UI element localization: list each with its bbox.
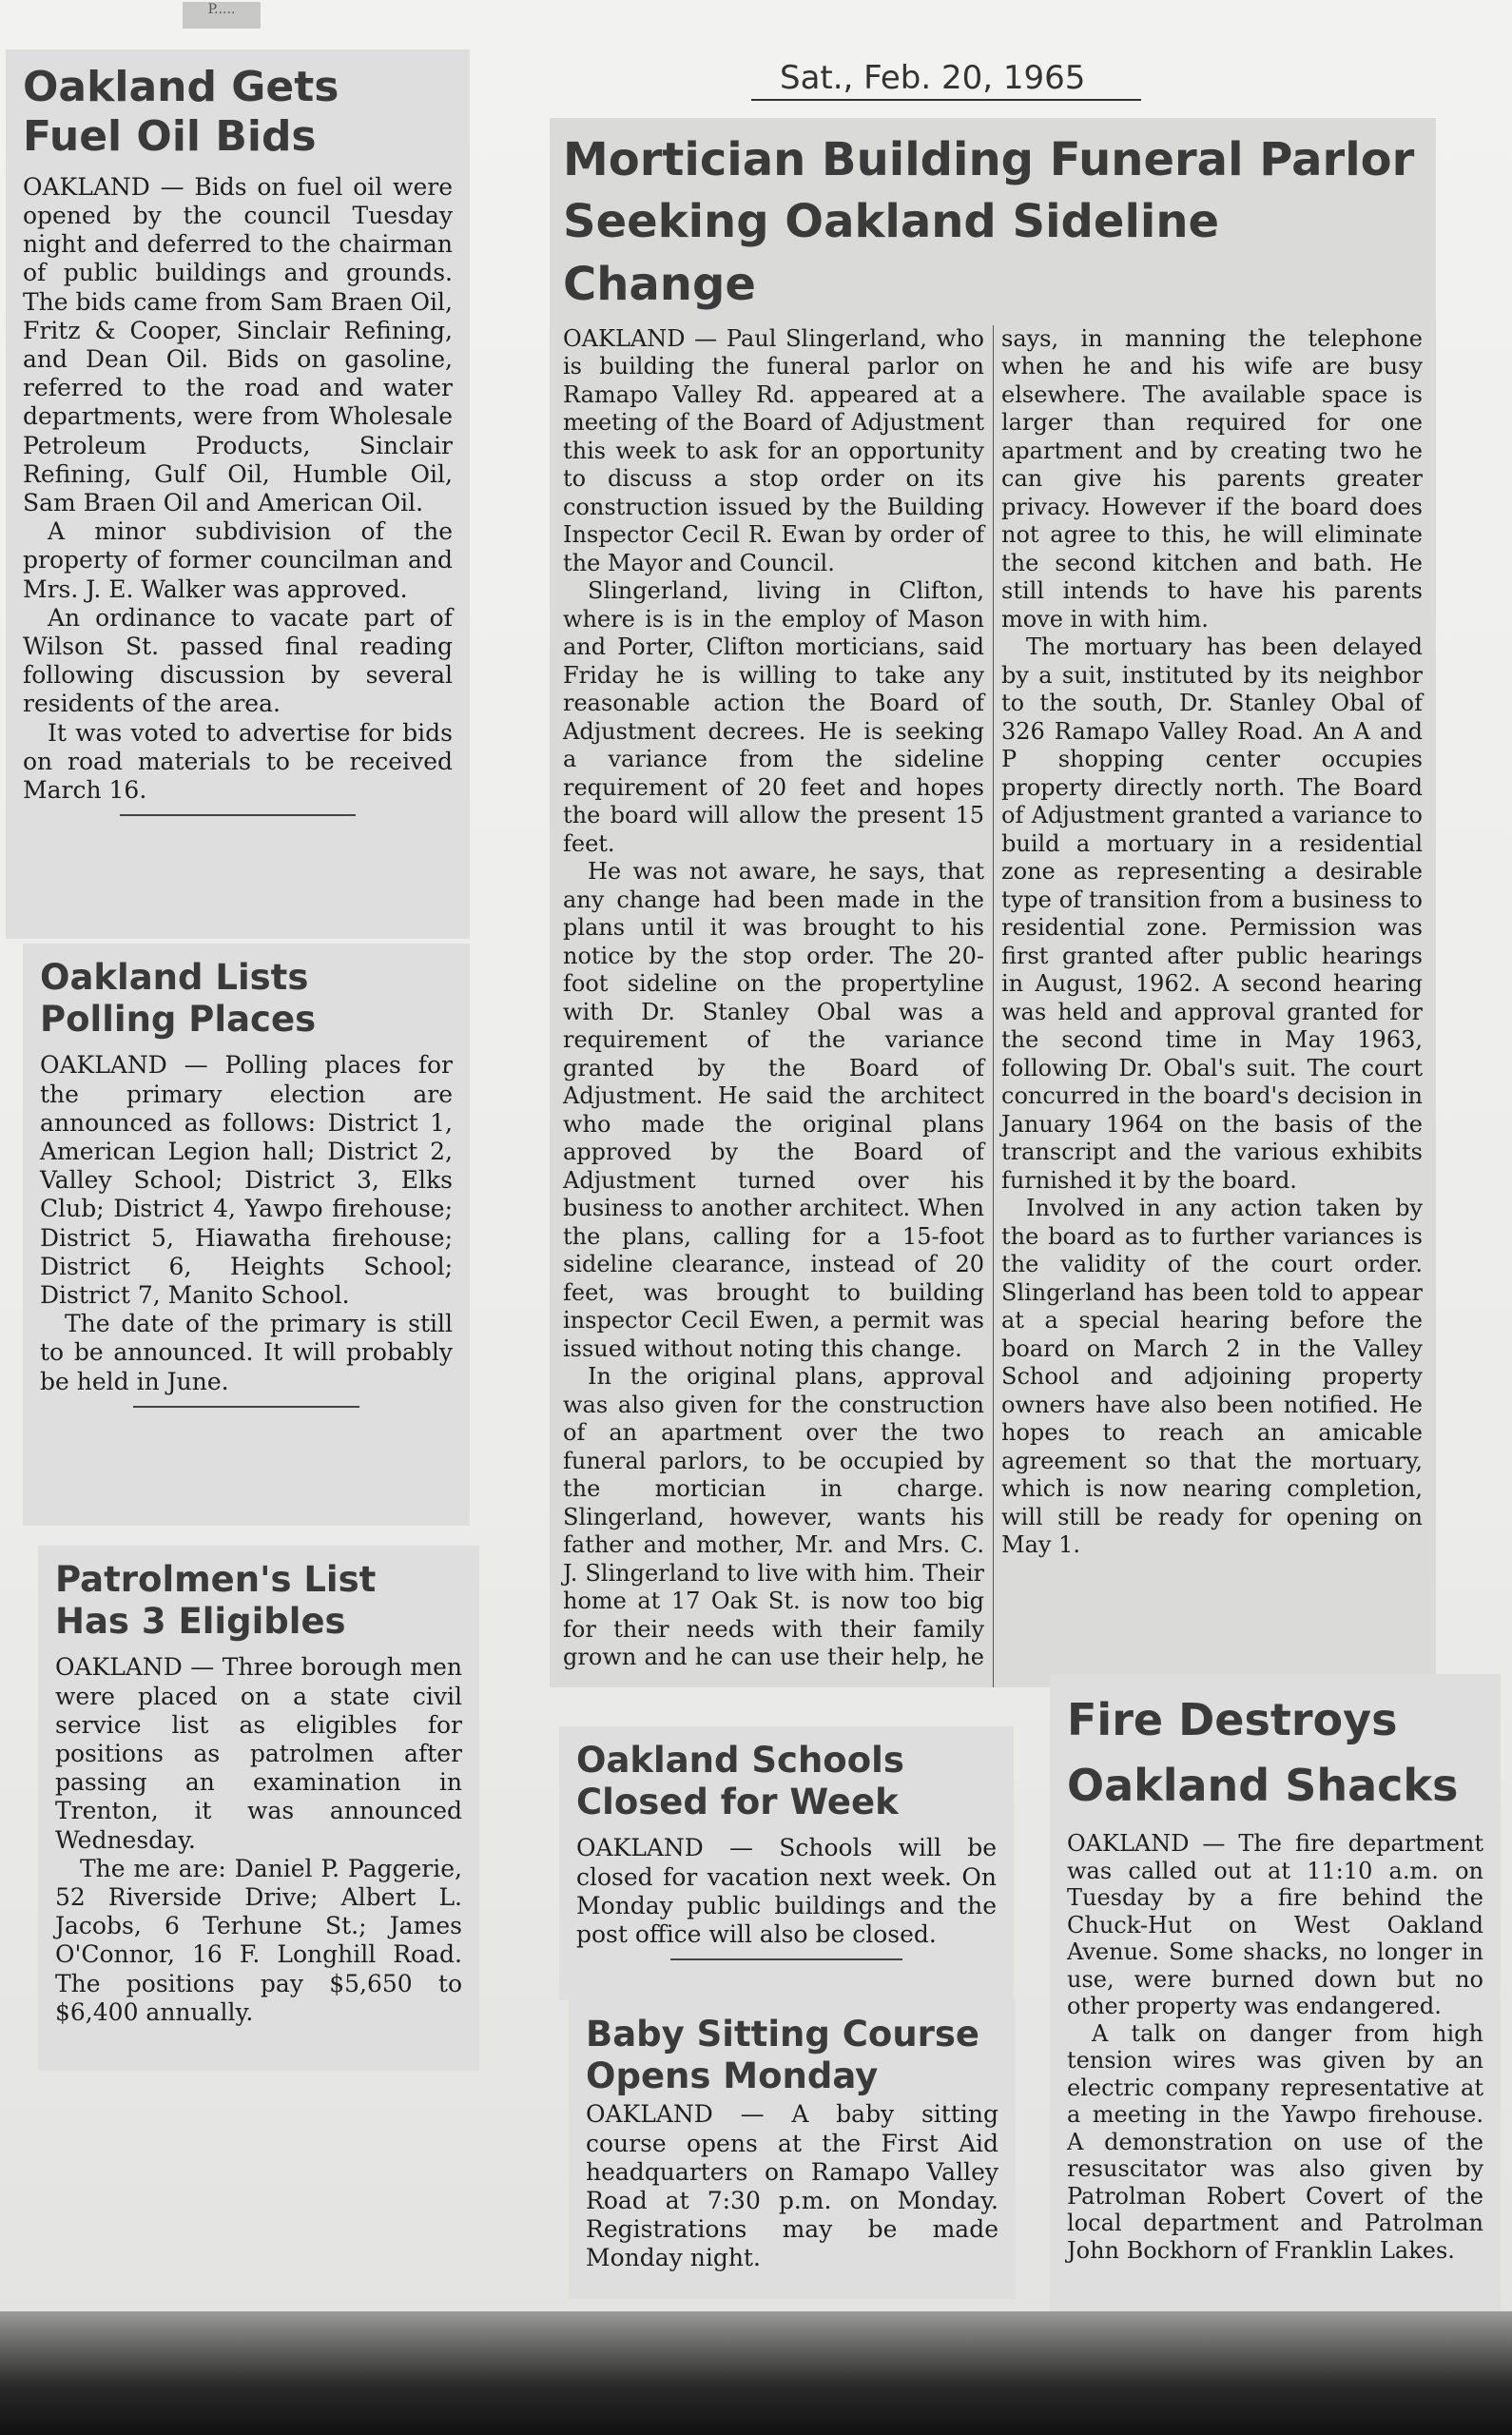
paragraph: Slingerland, living in Clifton, where is is in the employ of Mason and Porter, Clifton morticians, said Friday he is willing to take any reasonable action the Board of Adjustment decrees. He is seeking a variance from the sideline requirement of 20 feet and hopes the board will allow the present 15 feet.: [563, 577, 984, 857]
article-body: [40, 1051, 453, 1395]
paragraph: He was not aware, he says, that any change had been made in the plans until it was brought to his notice by the stop order. The 20-foot sideline on the propertyline with Dr. Stanley Obal was a requirement of the variance granted by the Board of Adjustment. He said the architect who made the original plans approved by the Board of Adjustment turned over his business to another architect. When the plans, calling for a 15-foot sideline clearance, instead of 20 feet, was brought to building inspector Cecil Ewen, a permit was issued without noting this change.: [563, 858, 984, 1362]
article-fire: [1050, 1674, 1501, 2332]
article-mortician: [550, 118, 1436, 1687]
page-bottom-shadow: [0, 2311, 1512, 2435]
paragraph: The me are: Daniel P. Paggerie, 52 Riverside Drive; Albert L. Jacobs, 6 Terhune St.; James O'Connor, 16 F. Longhill Road. The positions pay $5,650 to $6,400 annually.: [55, 1854, 462, 2026]
paragraph: OAKLAND — Schools will be closed for vacation next week. On Monday public buildings and the post office will also be closed.: [576, 1834, 997, 1948]
article-body: [55, 1653, 462, 2027]
paragraph: OAKLAND — Bids on fuel oil were opened by the council Tuesday night and deferred to the chairman of public buildings and grounds. The bids came from Sam Braen Oil, Fritz & Cooper, Sinclair Refining, and Dean Oil. Bids on gasoline, referred to the road and water departments, were from Wholesale Petroleum Products, Sinclair Refining, Gulf Oil, Humble Oil, Sam Braen Oil and American Oil.: [23, 172, 453, 517]
paragraph: OAKLAND — A baby sitting course opens at the First Aid headquarters on Ramapo Valley Road at 7:30 p.m. on Monday. Registrations may be made Monday night.: [586, 2100, 998, 2272]
article-headline: Oakland Lists Polling Places: [40, 957, 317, 1040]
paragraph: It was voted to advertise for bids on road materials to be received March 16.: [23, 718, 453, 805]
divider: [120, 814, 357, 816]
article-body: [576, 1834, 997, 1949]
article-headline: Oakland Gets Fuel Oil Bids: [23, 63, 339, 161]
paragraph: OAKLAND — Three borough men were placed on a state civil service list as eligibles for positions as patrolmen after passing an examination in Trenton, it was announced Wednesday.: [55, 1653, 462, 1854]
article-baby-sitting: [569, 2000, 1016, 2299]
article-body: [23, 173, 453, 805]
article-headline: Baby Sitting Course Opens Monday: [586, 2014, 980, 2096]
paragraph: OAKLAND — Paul Slingerland, who is building the funeral parlor on Ramapo Valley Rd. appeared at a meeting of the Board of Adjustment this week to ask for an opportunity to discuss a stop order on its construction issued by the Building Inspector Cecil R. Ewan by order of the Mayor and Council.: [563, 324, 984, 576]
article-fuel-oil: [6, 49, 470, 939]
paragraph: OAKLAND — The fire department was called out at 11:10 a.m. on Tuesday by a fire behind the Chuck-Hut on West Oakland Avenue. Some shacks, no longer in use, were burned down but no other property was endangered.: [1067, 1830, 1483, 2019]
article-patrolmen: [38, 1546, 479, 2071]
page-tab: P.....: [183, 2, 261, 29]
date-line: Sat., Feb. 20, 1965: [751, 59, 1141, 101]
paragraph: A minor subdivision of the property of former councilman and Mrs. J. E. Walker was approved.: [23, 517, 453, 603]
article-headline: Fire Destroys Oakland Shacks: [1067, 1694, 1459, 1811]
paragraph: The mortuary has been delayed by a suit, instituted by its neighbor to the south, Dr. Stanley Obal of 326 Ramapo Valley Road. An A and P shopping center occupies property directly north. The Board of Adjustment granted a variance to build a mortuary in a residential zone as representing a desirable type of transition from a business to residential zone. Permission was first granted after public hearings in August, 1962. A second hearing was held and approval granted for the second time in May 1963, following Dr. Obal's suit. The court concurred in the board's decision in January 1964 on the basis of the transcript and the various exhibits furnished it by the board.: [1001, 633, 1423, 1194]
paragraph: An ordinance to vacate part of Wilson St. passed final reading following discussion by several residents of the area.: [23, 603, 453, 718]
paragraph: In the original plans, approval was also given for the construction of an apartment over the two funeral parlors, to be occupied by the mortician in charge. Slingerland, however, wants his father and mother, Mr. and Mrs. C. J. Slingerland to live with him. Their home at 17 Oak St. is now too big for their needs with their family grown and he can use their help, he says, in manning the telephone when he and his wife are busy elsewhere. The available space is larger than required for one apartment and by creating two he can give his parents greater privacy. However if the board does not agree to this, he will eliminate the second kitchen and bath. He still intends to have his parents move in with him.: [563, 324, 1423, 1671]
article-body: [586, 2100, 998, 2272]
article-body: [563, 325, 1423, 1687]
paragraph: Involved in any action taken by the board as to further variances is the validity of the court order. Slingerland has been told to appear at a special hearing before the board on March 2 in the Valley School and adjoining property owners have also been notified. He hopes to reach an amicable agreement so that the mortuary, which is now nearing completion, will still be ready for opening on May 1.: [1001, 1195, 1423, 1559]
article-polling-places: [23, 944, 470, 1526]
article-body: [1067, 1830, 1483, 2264]
paragraph: OAKLAND — Polling places for the primary election are announced as follows: District 1, American Legion hall; District 2, Valley School; District 3, Elks Club; District 4, Yawpo firehouse; District 5, Hiawatha firehouse; District 6, Heights School; District 7, Manito School.: [40, 1051, 453, 1309]
article-headline: Mortician Building Funeral Parlor Seeking Oakland Sideline Change: [563, 133, 1415, 311]
divider: [133, 1406, 360, 1408]
article-headline: Patrolmen's List Has 3 Eligibles: [55, 1559, 377, 1642]
paragraph: The date of the primary is still to be announced. It will probably be held in June.: [40, 1310, 453, 1395]
paragraph: A talk on danger from high tension wires was given by an electric company representative at a meeting in the Yawpo firehouse. A demonstration on use of the resuscitator was also given by Patrolman Robert Covert of the local department and Patrolman John Bockhorn of Franklin Lakes.: [1067, 2019, 1483, 2264]
article-schools-closed: [559, 1726, 1014, 2000]
divider: [670, 1958, 901, 1960]
article-headline: Oakland Schools Closed for Week: [576, 1740, 904, 1822]
